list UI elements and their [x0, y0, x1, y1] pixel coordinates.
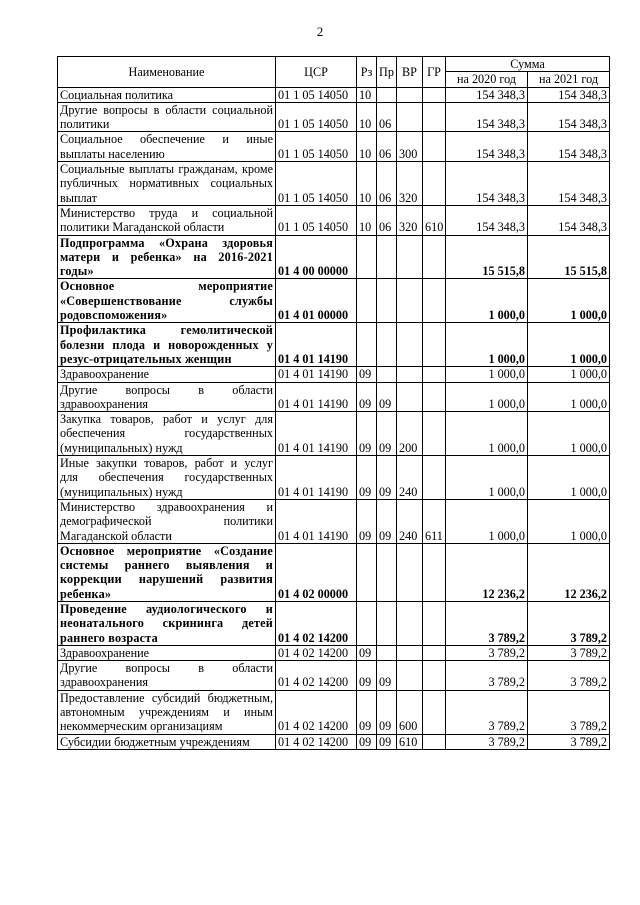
row-gr — [423, 543, 446, 601]
row-vr: 610 — [397, 734, 423, 749]
row-sum-2020: 3 789,2 — [446, 661, 528, 691]
table-body — [58, 87, 610, 749]
row-rz — [357, 601, 377, 645]
row-name: Здравоохранение — [58, 367, 276, 382]
row-rz: 10 — [357, 132, 377, 162]
row-pr: 09 — [377, 456, 397, 500]
header-sum: Сумма — [446, 57, 610, 72]
header-vr: ВР — [397, 57, 423, 88]
row-vr — [397, 645, 423, 660]
row-vr: 200 — [397, 412, 423, 456]
row-name: Другие вопросы в области здравоохранения — [58, 382, 276, 412]
row-vr: 240 — [397, 456, 423, 500]
row-sum-2020: 154 348,3 — [446, 205, 528, 235]
row-csr: 01 4 01 14190 — [276, 456, 357, 500]
row-sum-2020: 12 236,2 — [446, 543, 528, 601]
row-sum-2020: 3 789,2 — [446, 734, 528, 749]
row-sum-2020: 15 515,8 — [446, 235, 528, 279]
table-row — [58, 235, 610, 279]
row-pr — [377, 279, 397, 323]
row-gr — [423, 412, 446, 456]
row-sum-2020: 154 348,3 — [446, 132, 528, 162]
row-gr — [423, 601, 446, 645]
table-row — [58, 162, 610, 206]
table-row — [58, 87, 610, 102]
header-csr: ЦСР — [276, 57, 357, 88]
page-number: 2 — [316, 24, 324, 39]
row-pr: 06 — [377, 162, 397, 206]
row-pr: 09 — [377, 734, 397, 749]
row-rz: 09 — [357, 645, 377, 660]
table-row — [58, 367, 610, 382]
row-csr: 01 1 05 14050 — [276, 132, 357, 162]
row-sum-2021: 1 000,0 — [528, 412, 610, 456]
row-name: Подпрограмма «Охрана здоровья матери и ребенка» на 2016-2021 годы» — [58, 235, 276, 279]
row-vr — [397, 367, 423, 382]
row-rz — [357, 323, 377, 367]
row-sum-2020: 1 000,0 — [446, 412, 528, 456]
row-name: Министерство труда и социальной политики Магаданской области — [58, 205, 276, 235]
row-csr: 01 4 02 14200 — [276, 661, 357, 691]
row-sum-2021: 12 236,2 — [528, 543, 610, 601]
row-gr — [423, 132, 446, 162]
row-csr: 01 1 05 14050 — [276, 205, 357, 235]
header-name: Наименование — [58, 57, 276, 88]
row-sum-2021: 3 789,2 — [528, 661, 610, 691]
row-sum-2021: 154 348,3 — [528, 162, 610, 206]
row-sum-2021: 3 789,2 — [528, 645, 610, 660]
row-rz — [357, 279, 377, 323]
row-pr: 09 — [377, 382, 397, 412]
budget-table — [57, 56, 610, 750]
row-vr: 600 — [397, 690, 423, 734]
row-csr: 01 4 02 14200 — [276, 734, 357, 749]
row-gr — [423, 87, 446, 102]
row-pr: 09 — [377, 412, 397, 456]
row-vr — [397, 323, 423, 367]
row-sum-2021: 154 348,3 — [528, 205, 610, 235]
row-name: Закупка товаров, работ и услуг для обеспечения государственных (муниципальных) нужд — [58, 412, 276, 456]
row-rz: 10 — [357, 162, 377, 206]
row-sum-2020: 1 000,0 — [446, 456, 528, 500]
table-row — [58, 279, 610, 323]
row-name: Социальные выплаты гражданам, кроме публичных нормативных социальных выплат — [58, 162, 276, 206]
table-row — [58, 382, 610, 412]
row-rz: 09 — [357, 412, 377, 456]
row-gr — [423, 102, 446, 132]
row-sum-2021: 15 515,8 — [528, 235, 610, 279]
row-sum-2021: 3 789,2 — [528, 601, 610, 645]
table-row — [58, 645, 610, 660]
row-sum-2021: 154 348,3 — [528, 102, 610, 132]
row-pr: 09 — [377, 661, 397, 691]
row-sum-2021: 1 000,0 — [528, 279, 610, 323]
row-name: Социальное обеспечение и иные выплаты населению — [58, 132, 276, 162]
row-pr — [377, 601, 397, 645]
table-row — [58, 543, 610, 601]
table-row — [58, 102, 610, 132]
row-pr — [377, 367, 397, 382]
row-sum-2020: 3 789,2 — [446, 690, 528, 734]
row-name: Основное мероприятие «Создание системы раннего выявления и коррекции нарушений развития ребенка» — [58, 543, 276, 601]
table-header — [58, 57, 610, 88]
row-vr — [397, 601, 423, 645]
row-vr — [397, 661, 423, 691]
row-gr — [423, 382, 446, 412]
row-sum-2021: 154 348,3 — [528, 132, 610, 162]
row-rz: 09 — [357, 661, 377, 691]
header-year-2021: на 2021 год — [528, 72, 610, 87]
row-csr: 01 4 01 00000 — [276, 279, 357, 323]
row-pr: 06 — [377, 102, 397, 132]
table-row — [58, 412, 610, 456]
row-sum-2021: 1 000,0 — [528, 499, 610, 543]
row-gr — [423, 734, 446, 749]
row-sum-2021: 1 000,0 — [528, 367, 610, 382]
row-pr — [377, 87, 397, 102]
row-csr: 01 4 02 14200 — [276, 645, 357, 660]
row-vr: 240 — [397, 499, 423, 543]
row-vr — [397, 279, 423, 323]
row-vr — [397, 87, 423, 102]
row-gr — [423, 367, 446, 382]
row-rz: 10 — [357, 87, 377, 102]
row-vr — [397, 543, 423, 601]
row-name: Субсидии бюджетным учреждениям — [58, 734, 276, 749]
table-row — [58, 734, 610, 749]
row-pr — [377, 323, 397, 367]
row-name: Предоставление субсидий бюджетным, автономным учреждениям и иным некоммерческим организациям — [58, 690, 276, 734]
row-gr — [423, 661, 446, 691]
row-csr: 01 4 01 14190 — [276, 412, 357, 456]
row-rz: 09 — [357, 499, 377, 543]
row-name: Профилактика гемолитической болезни плода и новорожденных у резус-отрицательных женщин — [58, 323, 276, 367]
row-name: Основное мероприятие «Совершенствование службы родовспоможения» — [58, 279, 276, 323]
row-csr: 01 4 01 14190 — [276, 367, 357, 382]
row-vr — [397, 102, 423, 132]
table-row — [58, 499, 610, 543]
row-rz: 09 — [357, 367, 377, 382]
table-row — [58, 601, 610, 645]
row-rz: 10 — [357, 102, 377, 132]
row-pr: 09 — [377, 499, 397, 543]
table-row — [58, 132, 610, 162]
row-sum-2020: 154 348,3 — [446, 87, 528, 102]
table-row — [58, 456, 610, 500]
row-gr: 610 — [423, 205, 446, 235]
row-vr: 300 — [397, 132, 423, 162]
row-name: Социальная политика — [58, 87, 276, 102]
row-sum-2020: 1 000,0 — [446, 323, 528, 367]
row-gr — [423, 690, 446, 734]
row-vr: 320 — [397, 205, 423, 235]
row-sum-2021: 3 789,2 — [528, 690, 610, 734]
row-name: Другие вопросы в области здравоохранения — [58, 661, 276, 691]
row-sum-2020: 3 789,2 — [446, 645, 528, 660]
table-row — [58, 205, 610, 235]
row-name: Министерство здравоохранения и демографической политики Магаданской области — [58, 499, 276, 543]
row-gr — [423, 279, 446, 323]
row-name: Проведение аудиологического и неонатального скрининга детей раннего возраста — [58, 601, 276, 645]
row-name: Иные закупки товаров, работ и услуг для обеспечения государственных (муниципальных) нужд — [58, 456, 276, 500]
header-gr: ГР — [423, 57, 446, 88]
row-pr: 09 — [377, 690, 397, 734]
row-csr: 01 4 02 14200 — [276, 601, 357, 645]
row-pr — [377, 645, 397, 660]
row-gr — [423, 645, 446, 660]
row-rz: 09 — [357, 734, 377, 749]
header-pr: Пр — [377, 57, 397, 88]
row-gr — [423, 456, 446, 500]
row-sum-2020: 1 000,0 — [446, 382, 528, 412]
row-sum-2021: 3 789,2 — [528, 734, 610, 749]
row-vr — [397, 235, 423, 279]
row-sum-2021: 1 000,0 — [528, 382, 610, 412]
row-rz — [357, 543, 377, 601]
row-name: Другие вопросы в области социальной политики — [58, 102, 276, 132]
row-csr: 01 4 00 00000 — [276, 235, 357, 279]
row-vr: 320 — [397, 162, 423, 206]
row-csr: 01 4 01 14190 — [276, 382, 357, 412]
row-rz: 09 — [357, 456, 377, 500]
row-pr: 06 — [377, 205, 397, 235]
row-rz: 10 — [357, 205, 377, 235]
row-csr: 01 4 02 14200 — [276, 690, 357, 734]
row-rz — [357, 235, 377, 279]
row-sum-2020: 3 789,2 — [446, 601, 528, 645]
row-pr: 06 — [377, 132, 397, 162]
table-row — [58, 690, 610, 734]
row-csr: 01 4 01 14190 — [276, 499, 357, 543]
table-row — [58, 661, 610, 691]
row-sum-2020: 1 000,0 — [446, 279, 528, 323]
row-sum-2020: 154 348,3 — [446, 162, 528, 206]
row-sum-2020: 1 000,0 — [446, 367, 528, 382]
row-rz: 09 — [357, 382, 377, 412]
row-csr: 01 1 05 14050 — [276, 87, 357, 102]
row-gr — [423, 235, 446, 279]
row-vr — [397, 382, 423, 412]
row-pr — [377, 543, 397, 601]
row-gr — [423, 162, 446, 206]
row-csr: 01 4 02 00000 — [276, 543, 357, 601]
row-sum-2020: 1 000,0 — [446, 499, 528, 543]
row-sum-2021: 1 000,0 — [528, 323, 610, 367]
row-gr — [423, 323, 446, 367]
row-pr — [377, 235, 397, 279]
row-sum-2021: 154 348,3 — [528, 87, 610, 102]
row-csr: 01 1 05 14050 — [276, 162, 357, 206]
row-name: Здравоохранение — [58, 645, 276, 660]
row-sum-2021: 1 000,0 — [528, 456, 610, 500]
row-csr: 01 4 01 14190 — [276, 323, 357, 367]
row-csr: 01 1 05 14050 — [276, 102, 357, 132]
row-rz: 09 — [357, 690, 377, 734]
header-rz: Рз — [357, 57, 377, 88]
row-gr: 611 — [423, 499, 446, 543]
header-year-2020: на 2020 год — [446, 72, 528, 87]
row-sum-2020: 154 348,3 — [446, 102, 528, 132]
table-row — [58, 323, 610, 367]
